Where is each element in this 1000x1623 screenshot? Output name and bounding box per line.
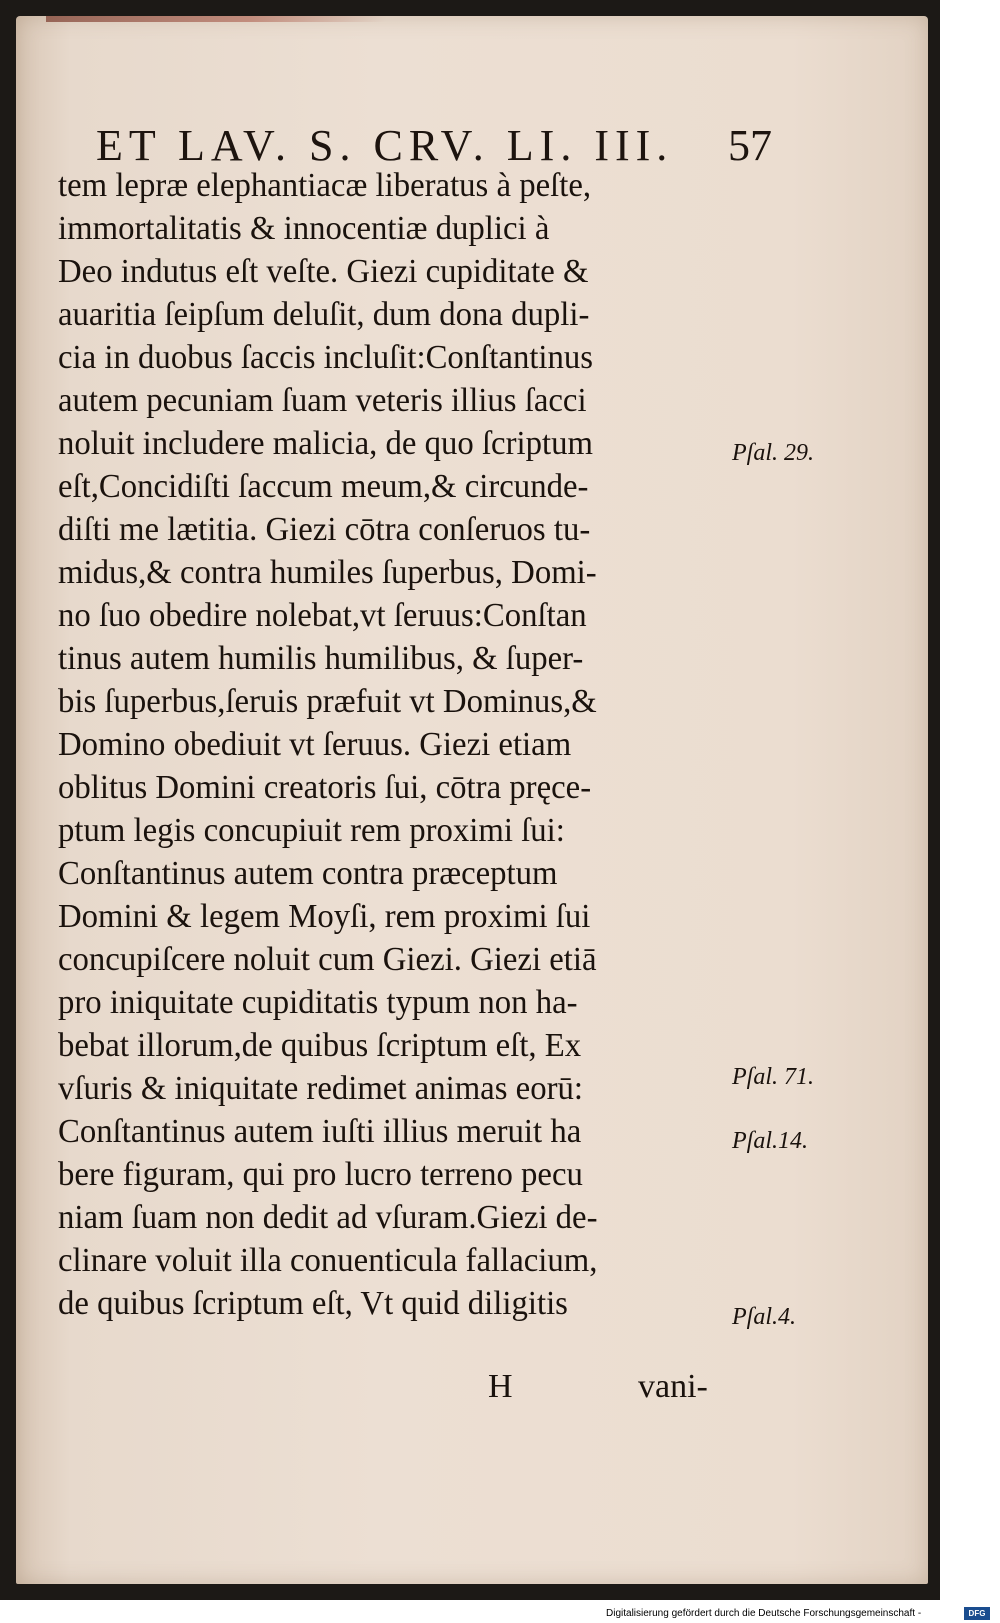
text-line: vſuris & iniquitate redimet animas eorū: bbox=[58, 1070, 583, 1107]
text-line: bis ſuperbus,ſeruis præfuit vt Dominus,& bbox=[58, 683, 597, 720]
text-line: diſti me lætitia. Giezi cōtra conſeruos tu- bbox=[58, 511, 591, 548]
margin-note: Pſal.4. bbox=[732, 1304, 796, 1330]
text-line: tem lepræ elephantiacæ liberatus à peſte, bbox=[58, 167, 592, 204]
text-line: ptum legis concupiuit rem proximi ſui: bbox=[58, 812, 565, 849]
text-line: de quibus ſcriptum eſt, Vt quid diligitis bbox=[58, 1285, 568, 1322]
page-number: 57 bbox=[728, 121, 772, 170]
text-line: bebat illorum,de quibus ſcriptum eſt, Ex bbox=[58, 1027, 582, 1064]
text-line: oblitus Domini creatoris ſui, cōtra pręce- bbox=[58, 769, 592, 806]
page-top-edge bbox=[46, 16, 386, 22]
signature-mark: H bbox=[488, 1368, 513, 1405]
text-line: immortalitatis & innocentiæ duplici à bbox=[58, 210, 550, 247]
text-line: eſt,Concidiſti ſaccum meum,& circunde- bbox=[58, 468, 589, 505]
text-line: Deo indutus eſt veſte. Giezi cupiditate & bbox=[58, 253, 589, 290]
text-line: clinare voluit illa conuenticula fallacium, bbox=[58, 1242, 598, 1279]
running-head-title: ET LAV. S. CRV. LI. III. bbox=[96, 121, 674, 170]
margin-note: Pſal. 71. bbox=[732, 1064, 814, 1090]
margin-note: Pſal. 29. bbox=[732, 440, 814, 466]
text-line: autem pecuniam ſuam veteris illius ſacci bbox=[58, 382, 587, 419]
book-page bbox=[16, 16, 928, 1584]
dfg-logo: DFG bbox=[964, 1607, 990, 1620]
text-line: auaritia ſeipſum deluſit, dum dona dupli- bbox=[58, 296, 590, 333]
text-line: niam ſuam non dedit ad vſuram.Giezi de- bbox=[58, 1199, 598, 1236]
text-line: Domino obediuit vt ſeruus. Giezi etiam bbox=[58, 726, 572, 763]
text-line: no ſuo obedire nolebat,vt ſeruus:Conſtan bbox=[58, 597, 587, 634]
text-line: midus,& contra humiles ſuperbus, Domi- bbox=[58, 554, 597, 591]
running-head bbox=[96, 120, 772, 171]
text-line: Domini & legem Moyſi, rem proximi ſui bbox=[58, 898, 591, 935]
text-line: Conſtantinus autem iuſti illius meruit ha bbox=[58, 1113, 582, 1150]
text-line: tinus autem humilis humilibus, & ſuper- bbox=[58, 640, 584, 677]
text-line: pro iniquitate cupiditatis typum non ha- bbox=[58, 984, 578, 1021]
catchword-line bbox=[58, 1367, 718, 1407]
margin-note: Pſal.14. bbox=[732, 1128, 808, 1154]
digitization-credit bbox=[606, 1604, 996, 1623]
text-line: concupiſcere noluit cum Giezi. Giezi etiā bbox=[58, 941, 597, 978]
credit-text: Digitalisierung gefördert durch die Deutsche Forschungsgemeinschaft - bbox=[606, 1608, 922, 1619]
text-line: Conſtantinus autem contra præceptum bbox=[58, 855, 558, 892]
text-line: cia in duobus ſaccis incluſit:Conſtantinus bbox=[58, 339, 594, 376]
text-line: noluit includere malicia, de quo ſcriptum bbox=[58, 425, 593, 462]
catchword: vani- bbox=[638, 1368, 708, 1405]
text-line: bere figuram, qui pro lucro terreno pecu bbox=[58, 1156, 583, 1193]
